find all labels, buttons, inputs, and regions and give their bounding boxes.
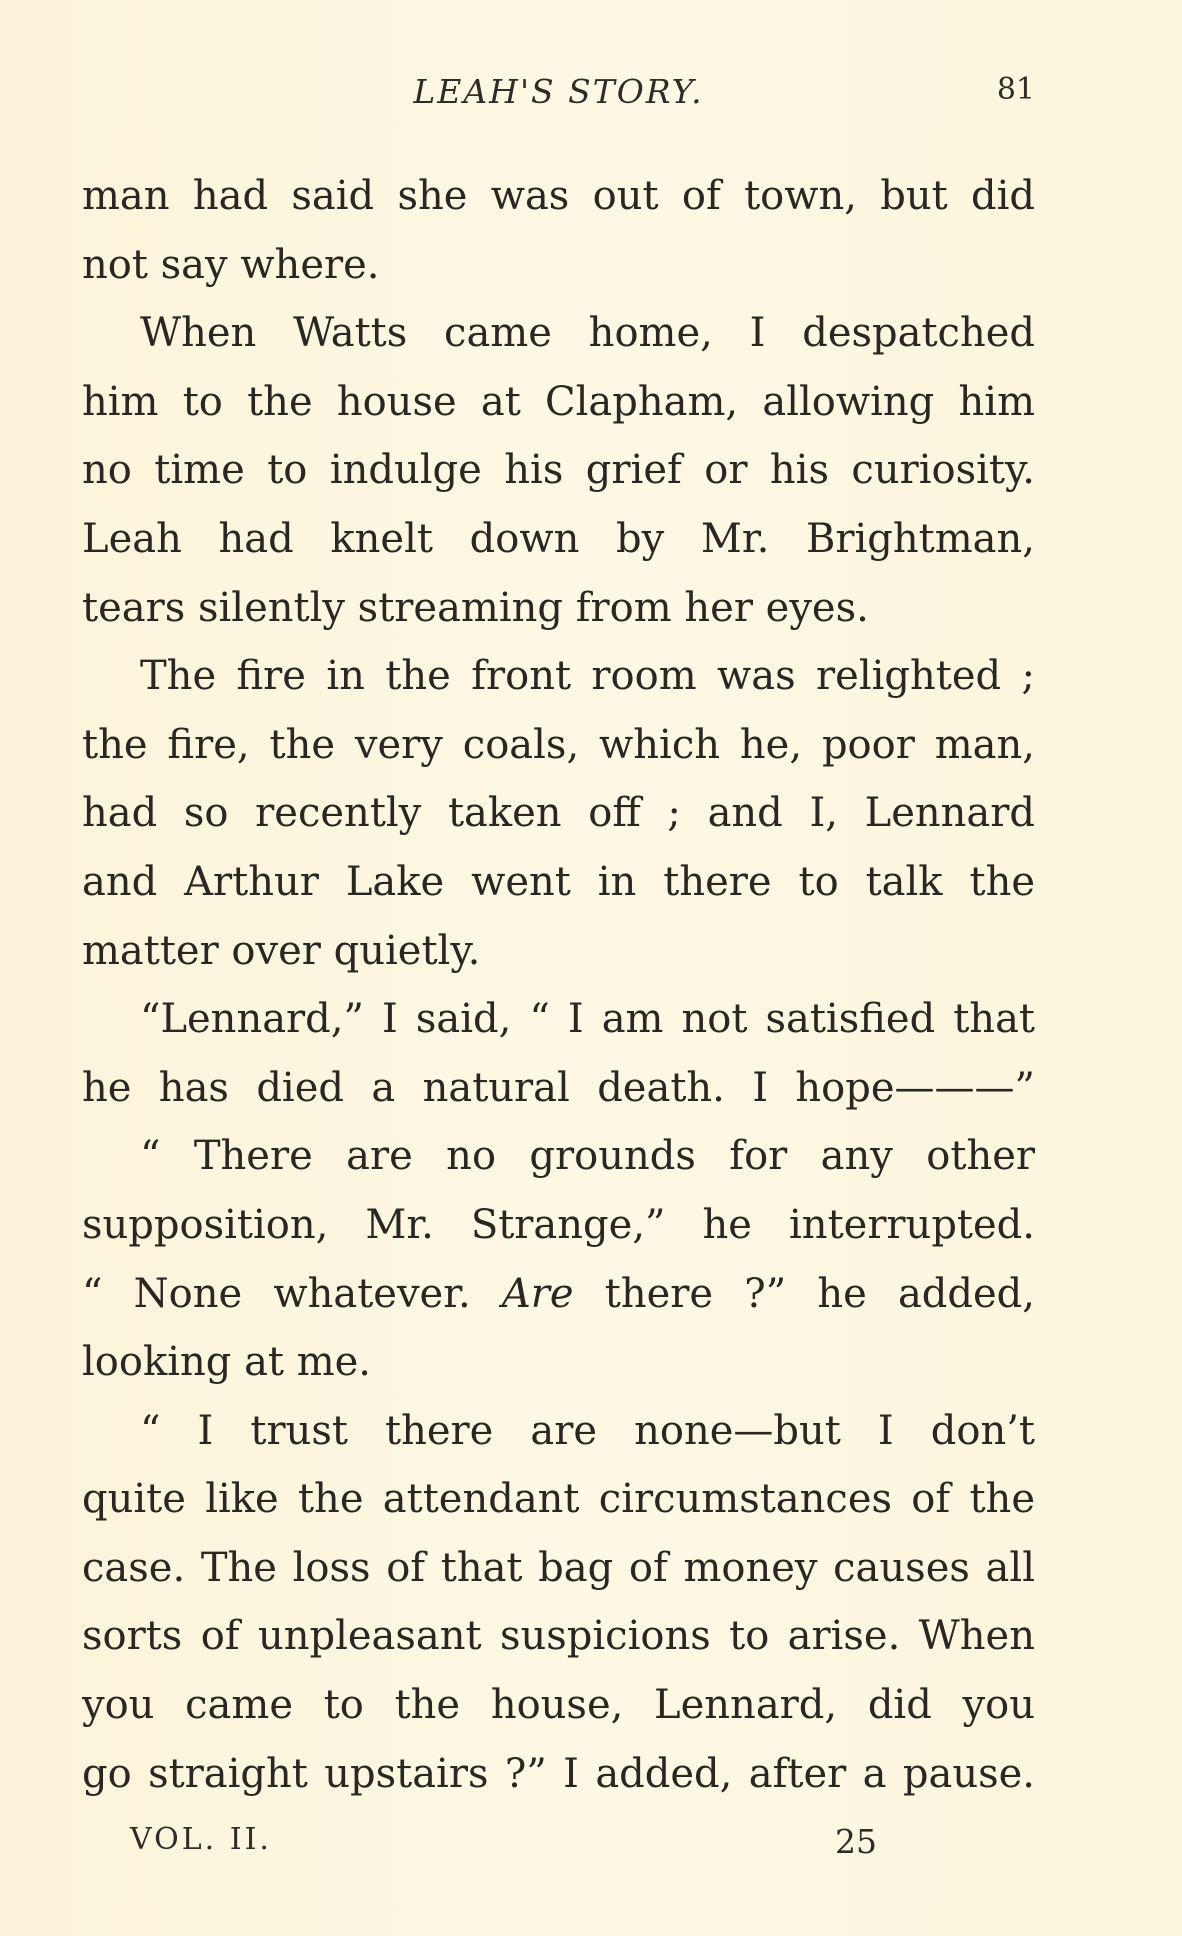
running-title: LEAH'S STORY. (413, 72, 704, 111)
text-line: had so recently taken off ; and I, Lennard (82, 790, 1035, 837)
text-line-mixed (82, 1260, 1035, 1329)
text-line: “Lennard,” I said, “ I am not satisfied that (140, 996, 1035, 1043)
text-line: go straight upstairs ?” I added, after a pause. (82, 1750, 1035, 1797)
text-line: not say where. (82, 241, 380, 288)
text-line: him to the house at Clapham, allowing him (82, 378, 1035, 425)
emphasis-word: Are (501, 1270, 574, 1317)
body-text (82, 162, 1035, 1808)
text-line: matter over quietly. (82, 927, 481, 974)
gathering-signature: 25 (835, 1822, 877, 1861)
page-footer (130, 1822, 890, 1872)
text-line: “ I trust there are none—but I don’t (140, 1407, 1035, 1454)
text-line: When Watts came home, I despatched (140, 310, 1035, 357)
text-line: man had said she was out of town, but did (82, 173, 1035, 219)
text-line: sorts of unpleasant suspicions to arise. When (82, 1613, 1035, 1660)
text-line: Leah had knelt down by Mr. Brightman, (82, 515, 1035, 562)
text-line: The fire in the front room was relighted ; (140, 653, 1035, 700)
page-header (82, 72, 1035, 122)
text-line: “ There are no grounds for any other (140, 1133, 1035, 1180)
text-line: supposition, Mr. Strange,” he interrupted. (82, 1201, 1035, 1248)
text-line: quite like the attendant circumstances of the (82, 1476, 1035, 1523)
page-number: 81 (996, 72, 1035, 107)
text-line: the fire, the very coals, which he, poor man, (82, 721, 1035, 768)
text-line: he has died a natural death. I hope———” (82, 1064, 1035, 1111)
text-line: tears silently streaming from her eyes. (82, 584, 869, 631)
text-segment: “ None whatever. (82, 1270, 471, 1317)
text-line: looking at me. (82, 1339, 372, 1386)
text-line: and Arthur Lake went in there to talk the (82, 858, 1035, 905)
text-line: no time to indulge his grief or his curiosity. (82, 447, 1035, 494)
text-line: you came to the house, Lennard, did you (82, 1682, 1035, 1729)
text-segment: there ?” he added, (604, 1270, 1035, 1317)
text-line: case. The loss of that bag of money causes all (82, 1544, 1035, 1591)
volume-signature: VOL. II. (130, 1822, 272, 1857)
